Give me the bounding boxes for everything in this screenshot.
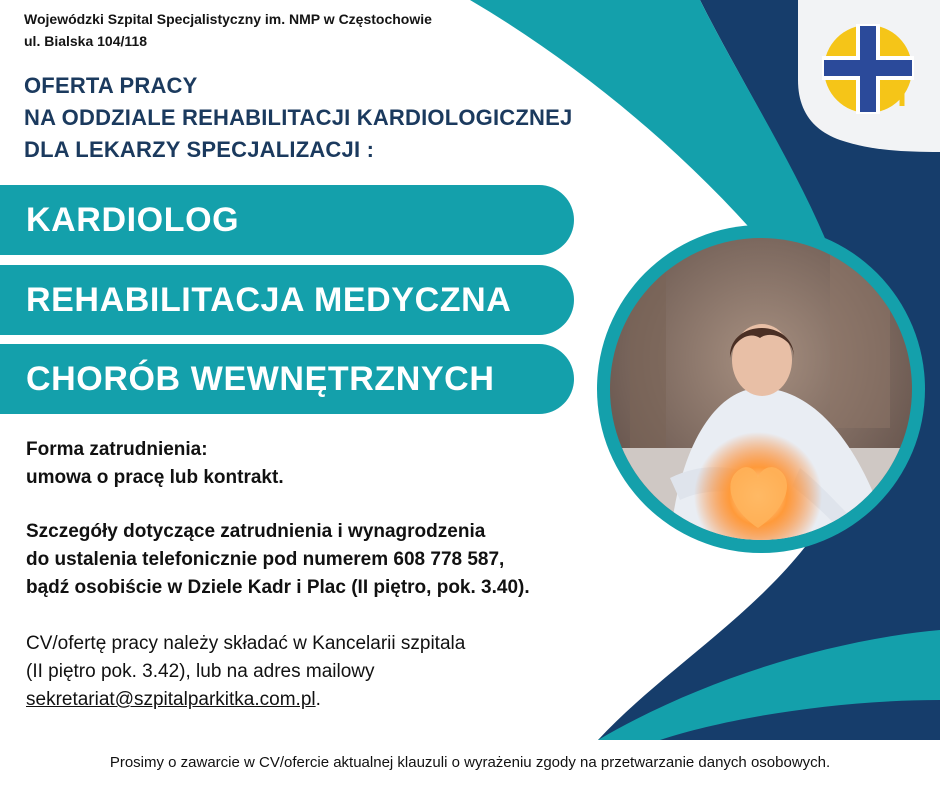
cv-line1: CV/ofertę pracy należy składać w Kancelarii szpitala <box>26 633 466 654</box>
specialization-banner-rehabilitacja: REHABILITACJA MEDYCZNA <box>0 265 574 335</box>
employment-section <box>26 436 284 492</box>
cv-section <box>26 630 465 714</box>
specialization-banner-choroby: CHORÓB WEWNĘTRZNYCH <box>0 344 574 414</box>
offer-title-line1: OFERTA PRACY <box>24 73 198 98</box>
employment-label: Forma zatrudnienia: <box>26 439 208 460</box>
hospital-header <box>24 8 432 52</box>
details-line2: do ustalenia telefonicznie pod numerem 608 778 587, <box>26 549 505 570</box>
details-section <box>26 518 530 602</box>
details-line3: bądź osobiście w Dziele Kadr i Plac (II piętro, pok. 3.40). <box>26 577 530 598</box>
hospital-address: ul. Bialska 104/118 <box>24 33 147 49</box>
specialization-banner-kardiolog: KARDIOLOG <box>0 185 574 255</box>
offer-title <box>24 70 572 166</box>
email-link[interactable]: sekretariat@szpitalparkitka.com.pl <box>26 689 316 710</box>
cv-period: . <box>315 689 321 710</box>
consent-footer: Prosimy o zawarcie w CV/ofercie aktualnej klauzuli o wyrażeniu zgody na przetwarzanie danych osobowych. <box>109 754 831 771</box>
employment-value: umowa o pracę lub kontrakt. <box>26 467 284 488</box>
cv-line2: (II piętro pok. 3.42), lub na adres mailowy <box>26 661 375 682</box>
offer-title-line2: NA ODDZIALE REHABILITACJI KARDIOLOGICZNEJ <box>24 105 573 130</box>
hospital-name: Wojewódzki Szpital Specjalistyczny im. NMP w Częstochowie <box>24 11 432 27</box>
details-line1: Szczegóły dotyczące zatrudnienia i wynagrodzenia <box>26 521 486 542</box>
doctor-heart-photo <box>610 238 912 540</box>
hospital-logo-icon <box>820 22 916 116</box>
offer-title-line3: DLA LEKARZY SPECJALIZACJI : <box>24 137 375 162</box>
cv-line3 <box>26 686 465 714</box>
